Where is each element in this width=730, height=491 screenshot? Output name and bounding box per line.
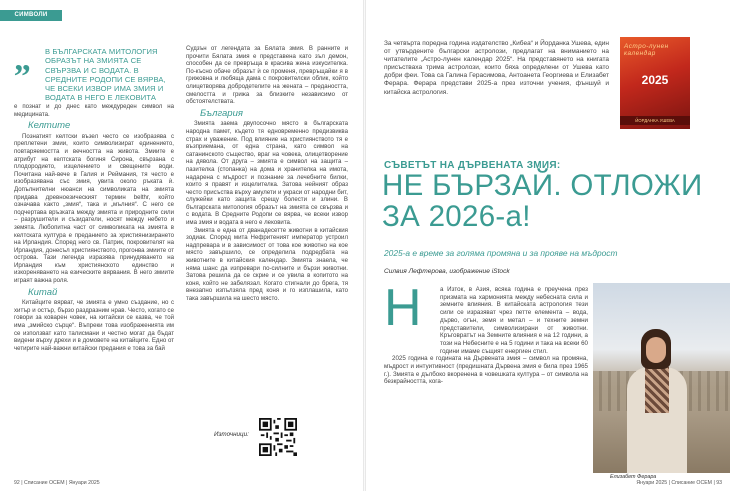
bulgaria-paragraph: Змията заема двупосочно място в българската народна памет, където тя едновременно предизвиква страх и уважение. Под влияние на християнството тя е възприемана, от една страна, като символ на сатанинското същество, враг на човека, олицетворение на дявола. От друга – змията е символ на защита – пазителка (стопанка) на дома и хранителка на имота, надарена с мъдрост и познание за лечебните билки, които я правят и изцелителка. Затова нейният образ често присъства върху амулети и украси от народни бит, служейки като защита срещу болести и злини. В българската митология образът на змията се свързва и с водата. В Средните Родопи се вярва, че всеки извор има змия и водата в него е лековита. (186, 120, 348, 227)
body-column (384, 279, 588, 386)
intro-block (384, 40, 609, 97)
quote-mark-icon: „ (14, 41, 31, 78)
column-2 (186, 45, 348, 303)
china-paragraph: Китайците вярват, че змията е умно създание, но с хитър и остър, бързо раздразним нрав. Често, когато се говори за коварен човек, на китайски се казва, че той има „змийско сърце“. Въпреки това изображенията им се използват като талисмани и честно могат да бъдат видени върху дрехи и в домовете на китайците. Едно от четирите най-важни китайски предания е това за бай (14, 299, 174, 352)
body-paragraph-2: 2025 година е годината на Дървената змия – символ на промяна, мъдрост и интуитивност (предишната Дървена змия е била през 1965 г.). Змията е дълбоко вкоренена в човешката култура – от символа на безкрайността, кога- (384, 355, 588, 386)
deck: 2025-а е време за голяма промяна и за прояве на мъдрост (384, 248, 618, 258)
body-paragraph-1: а Изток, в Азия, всяка година е преучена през призмата на хармонията между небесната сила и земните влияния. В китайската астрология тези сили се изразяват чрез петте елемента – вода, дърво, огън, земя и метал – и техните земни представители, символизирани от животни. Кръговратът на Земните влияния е на 12 години, а този на Небесните е на 5 години и така на всеки 60 години имаме същият енергиен стил. (440, 286, 588, 355)
kicker: СЪВЕТЪТ НА ДЪРВЕНАТА ЗМИЯ: (384, 160, 561, 171)
celts-paragraph: Познатият келтски възел често се изобразява с преплетени змии, които символизират единението, повтаряемостта и вечността на живота. Змиите е атрибут на келтската богиня Сирона, свързана с плодородието, изцелението и свещените води. Почитана най-вече в Галия и Реймания, тя често е изобразявана със змия, увита около ръката ѝ. Допълнителни нюанси на символиката на змията придава древноезическият термин belthr, който означава както „змия“, така и „мълния“. С него се подчертава връзката между змията и природните сили – разрушители и съзидатели, носят между небето и земята. Любопитна част от символиката на змията в келтската култура е преданието за християнизирането на Ирландия. Според него св. Патрик, покровителят на Ирландия, донесъл християнството, прогонва змиите от острова. Тази легенда изразява принудяването на Ирландия към християнското единство и изкореняването на езическите вярвания. В него змиите играят важна роля. (14, 132, 174, 285)
column-1 (14, 103, 174, 352)
sources-label: Източници: (214, 431, 249, 438)
headline: НЕ БЪРЗАЙ. ОТЛОЖИ ЗА 2026-а! (382, 169, 703, 233)
page-footer-left: 92 | Списание ОСЕМ | Януари 2025 (14, 480, 100, 486)
drop-cap: Н (384, 279, 422, 337)
section-tag: СИМВОЛИ (0, 10, 62, 21)
photo-caption: Елизабет Ферара (610, 474, 657, 480)
book-cover-title: Астро-лунен календар (624, 43, 669, 57)
section-heading-bulgaria: България (200, 107, 243, 119)
book-cover (620, 37, 690, 129)
page-footer-right: Януари 2025 | Списание ОСЕМ | 93 (636, 480, 722, 486)
china-continued-paragraph: Судзън от легендата за Бялата змия. В ранните и прочити Бялата змия е представена като зъл демон, способен да се превръща в красива жена изкусителка. По-късно обаче образът ѝ се променя, превръщайки я в грижовна и любяща дама с покровителски облик, който олицетворява добродетелите на жената – предаността, смелостта и грижа за близките независимо от обстоятелствата. (186, 45, 348, 106)
section-heading-china: Китай (28, 286, 58, 298)
pull-quote: В БЪЛГАРСКАТА МИТОЛОГИЯ ОБРАЗЪТ НА ЗМИЯТА СЕ СВЪРЗВА И С ВОДАТА. В СРЕДНИТЕ РОДОПИ СЕ ВЯРВА, ЧЕ ВСЕКИ ИЗВОР ИМА ЗМИЯ И ВОДАТА В НЕГО Е ЛЕКОВИТА (45, 47, 166, 103)
portrait-photo (593, 283, 730, 473)
book-cover-year: 2025 (641, 73, 669, 87)
intro-text: За четвърта поредна година издателство „Кибеа“ и Йорданка Ушева, един от утвърдените български астролози, предлагат на вниманието на читателите „Астро-лунен календар 2025“. На представянето на книгата присъстваха трима астролози, които бяха определени от Ушева като добри феи. Това са Галина Герасимова, Антоанета Георгиева и Елизабет Ферара. Ферара представи 2025-а през източни учения, фъншуй и китайска астрология. (384, 40, 610, 96)
intro-paragraph: е познат и до днес като междуреден символ на медицината. (14, 103, 174, 118)
left-page (0, 0, 364, 491)
zodiac-paragraph: Змията е една от дванадесетте животни в китайския зодиак. Според мита Нефритеният император устроил надпревара и в зависимост от това кое животно на кое място завършило, се определила подредбата на животните в китайския календар. Змията знаела, че няма шанс да изпревари по-силните и бързи животни. Затова решила да се скрие и се увила в копитото на коня, който не забелязал. Когато стигнали до брега, тя внезапно изпълзяла пред коня и го изплашила, като така завършила на шесто място. (186, 226, 348, 302)
book-cover-author: ЙОРДАНКА УШЕВА (620, 116, 690, 125)
section-heading-celts: Келтите (28, 120, 71, 132)
right-page (366, 0, 730, 491)
qr-code-icon[interactable] (259, 418, 297, 456)
byline: Силвия Лефтерова, изображение iStock (384, 268, 510, 275)
